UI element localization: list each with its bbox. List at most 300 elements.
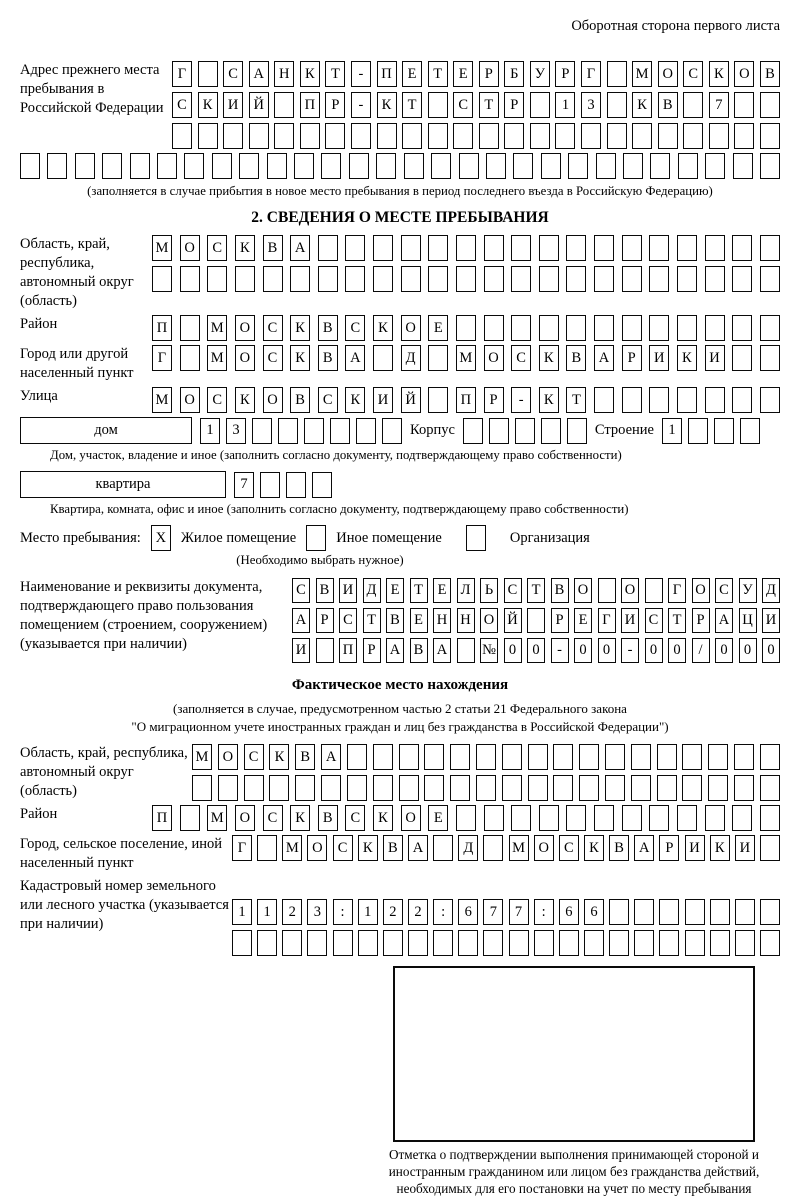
char-box[interactable] — [760, 92, 780, 118]
char-box[interactable]: С — [345, 805, 365, 831]
char-box[interactable] — [408, 930, 428, 956]
char-box[interactable] — [269, 775, 289, 801]
char-box[interactable] — [705, 805, 725, 831]
char-box[interactable] — [710, 930, 730, 956]
char-box[interactable] — [252, 418, 272, 444]
char-box[interactable]: О — [621, 578, 639, 603]
char-box[interactable]: - — [551, 638, 569, 663]
char-box[interactable]: П — [339, 638, 357, 663]
char-box[interactable] — [300, 123, 320, 149]
char-box[interactable]: П — [377, 61, 397, 87]
char-box[interactable]: Д — [762, 578, 780, 603]
char-box[interactable]: Р — [484, 387, 504, 413]
char-box[interactable]: С — [453, 92, 473, 118]
char-box[interactable]: К — [377, 92, 397, 118]
char-box[interactable] — [509, 930, 529, 956]
char-box[interactable]: О — [180, 235, 200, 261]
char-box[interactable]: С — [504, 578, 522, 603]
char-box[interactable]: С — [172, 92, 192, 118]
char-box[interactable] — [377, 123, 397, 149]
char-box[interactable] — [433, 930, 453, 956]
char-box[interactable]: М — [192, 744, 212, 770]
char-box[interactable] — [605, 775, 625, 801]
char-box[interactable]: А — [249, 61, 269, 87]
char-box[interactable] — [760, 235, 780, 261]
char-box[interactable]: Р — [659, 835, 679, 861]
char-box[interactable] — [307, 930, 327, 956]
char-box[interactable] — [383, 930, 403, 956]
char-box[interactable] — [732, 345, 752, 371]
char-box[interactable] — [760, 744, 780, 770]
char-box[interactable]: И — [705, 345, 725, 371]
char-box[interactable] — [677, 235, 697, 261]
char-box[interactable] — [207, 266, 227, 292]
char-box[interactable] — [622, 235, 642, 261]
char-box[interactable] — [541, 153, 561, 179]
char-box[interactable] — [760, 805, 780, 831]
char-box[interactable] — [541, 418, 561, 444]
char-box[interactable]: Р — [363, 638, 381, 663]
char-box[interactable] — [539, 266, 559, 292]
char-box[interactable]: Т — [479, 92, 499, 118]
char-box[interactable]: Г — [152, 345, 172, 371]
char-box[interactable]: К — [539, 387, 559, 413]
char-box[interactable]: 1 — [232, 899, 252, 925]
stay-type-checkbox-other[interactable] — [306, 525, 326, 551]
char-box[interactable]: П — [152, 805, 172, 831]
char-box[interactable]: Т — [566, 387, 586, 413]
char-box[interactable]: Г — [668, 578, 686, 603]
char-box[interactable] — [511, 235, 531, 261]
char-box[interactable]: 7 — [234, 472, 254, 498]
char-box[interactable]: Р — [555, 61, 575, 87]
char-box[interactable]: Й — [249, 92, 269, 118]
char-box[interactable] — [645, 578, 663, 603]
char-box[interactable]: К — [632, 92, 652, 118]
confirmation-stamp-box[interactable] — [393, 966, 755, 1142]
char-box[interactable]: О — [480, 608, 498, 633]
char-box[interactable] — [567, 418, 587, 444]
char-box[interactable]: К — [373, 315, 393, 341]
char-box[interactable]: 0 — [668, 638, 686, 663]
char-box[interactable]: В — [760, 61, 780, 87]
char-box[interactable] — [463, 418, 483, 444]
char-box[interactable]: К — [290, 315, 310, 341]
char-box[interactable]: А — [634, 835, 654, 861]
char-box[interactable] — [345, 235, 365, 261]
char-box[interactable]: О — [534, 835, 554, 861]
char-box[interactable] — [632, 123, 652, 149]
char-box[interactable] — [290, 266, 310, 292]
char-box[interactable] — [502, 744, 522, 770]
char-box[interactable] — [484, 315, 504, 341]
char-box[interactable] — [321, 153, 341, 179]
char-box[interactable] — [534, 930, 554, 956]
char-box[interactable]: Т — [363, 608, 381, 633]
char-box[interactable] — [453, 123, 473, 149]
char-box[interactable] — [428, 345, 448, 371]
char-box[interactable] — [760, 153, 780, 179]
char-box[interactable]: 0 — [504, 638, 522, 663]
char-box[interactable]: С — [223, 61, 243, 87]
char-box[interactable]: : — [433, 899, 453, 925]
char-box[interactable] — [734, 123, 754, 149]
char-box[interactable] — [486, 153, 506, 179]
char-box[interactable] — [476, 775, 496, 801]
char-box[interactable] — [428, 387, 448, 413]
char-box[interactable] — [594, 235, 614, 261]
char-box[interactable] — [513, 153, 533, 179]
char-box[interactable] — [634, 899, 654, 925]
char-box[interactable] — [649, 235, 669, 261]
char-box[interactable] — [325, 123, 345, 149]
char-box[interactable]: Р — [316, 608, 334, 633]
char-box[interactable]: У — [530, 61, 550, 87]
char-box[interactable] — [295, 775, 315, 801]
char-box[interactable]: Н — [457, 608, 475, 633]
char-box[interactable] — [682, 744, 702, 770]
char-box[interactable]: Т — [325, 61, 345, 87]
char-box[interactable]: И — [223, 92, 243, 118]
char-box[interactable] — [198, 61, 218, 87]
char-box[interactable] — [267, 153, 287, 179]
char-box[interactable]: С — [263, 805, 283, 831]
char-box[interactable]: В — [609, 835, 629, 861]
char-box[interactable]: Й — [401, 387, 421, 413]
char-box[interactable]: : — [534, 899, 554, 925]
char-box[interactable] — [622, 805, 642, 831]
char-box[interactable] — [47, 153, 67, 179]
char-box[interactable] — [130, 153, 150, 179]
char-box[interactable] — [263, 266, 283, 292]
char-box[interactable] — [634, 930, 654, 956]
char-box[interactable]: 0 — [645, 638, 663, 663]
char-box[interactable]: С — [207, 235, 227, 261]
char-box[interactable] — [274, 123, 294, 149]
char-box[interactable]: 0 — [715, 638, 733, 663]
char-box[interactable] — [172, 123, 192, 149]
char-box[interactable] — [511, 805, 531, 831]
char-box[interactable]: 1 — [200, 418, 220, 444]
char-box[interactable]: О — [401, 315, 421, 341]
char-box[interactable] — [594, 315, 614, 341]
char-box[interactable] — [382, 418, 402, 444]
char-box[interactable]: И — [292, 638, 310, 663]
char-box[interactable] — [760, 930, 780, 956]
char-box[interactable]: С — [292, 578, 310, 603]
char-box[interactable] — [373, 266, 393, 292]
char-box[interactable]: Е — [410, 608, 428, 633]
char-box[interactable]: 7 — [709, 92, 729, 118]
char-box[interactable] — [450, 744, 470, 770]
char-box[interactable] — [358, 930, 378, 956]
char-box[interactable]: В — [290, 387, 310, 413]
char-box[interactable] — [456, 235, 476, 261]
char-box[interactable] — [594, 387, 614, 413]
char-box[interactable] — [431, 153, 451, 179]
char-box[interactable] — [484, 266, 504, 292]
char-box[interactable]: В — [410, 638, 428, 663]
char-box[interactable]: Р — [692, 608, 710, 633]
char-box[interactable] — [659, 899, 679, 925]
char-box[interactable]: С — [318, 387, 338, 413]
char-box[interactable] — [685, 930, 705, 956]
char-box[interactable] — [705, 387, 725, 413]
char-box[interactable] — [584, 930, 604, 956]
char-box[interactable]: 2 — [408, 899, 428, 925]
char-box[interactable]: В — [263, 235, 283, 261]
char-box[interactable] — [484, 235, 504, 261]
char-box[interactable] — [511, 266, 531, 292]
char-box[interactable]: И — [649, 345, 669, 371]
char-box[interactable] — [594, 266, 614, 292]
char-box[interactable] — [483, 835, 503, 861]
char-box[interactable] — [373, 744, 393, 770]
char-box[interactable] — [294, 153, 314, 179]
char-box[interactable] — [347, 775, 367, 801]
char-box[interactable]: - — [351, 92, 371, 118]
char-box[interactable]: : — [333, 899, 353, 925]
char-box[interactable] — [760, 315, 780, 341]
char-box[interactable] — [760, 387, 780, 413]
char-box[interactable] — [566, 805, 586, 831]
char-box[interactable] — [650, 153, 670, 179]
char-box[interactable]: № — [480, 638, 498, 663]
char-box[interactable] — [605, 744, 625, 770]
char-box[interactable] — [456, 315, 476, 341]
char-box[interactable] — [740, 418, 760, 444]
char-box[interactable] — [399, 744, 419, 770]
char-box[interactable] — [527, 608, 545, 633]
char-box[interactable]: 0 — [762, 638, 780, 663]
char-box[interactable] — [456, 805, 476, 831]
char-box[interactable] — [515, 418, 535, 444]
char-box[interactable] — [257, 930, 277, 956]
char-box[interactable] — [760, 835, 780, 861]
char-box[interactable] — [609, 899, 629, 925]
char-box[interactable] — [649, 315, 669, 341]
char-box[interactable] — [483, 930, 503, 956]
char-box[interactable]: Р — [504, 92, 524, 118]
char-box[interactable]: Д — [363, 578, 381, 603]
char-box[interactable]: К — [677, 345, 697, 371]
char-box[interactable] — [658, 123, 678, 149]
char-box[interactable] — [402, 123, 422, 149]
char-box[interactable]: С — [559, 835, 579, 861]
char-box[interactable] — [180, 345, 200, 371]
char-box[interactable]: А — [433, 638, 451, 663]
char-box[interactable]: С — [715, 578, 733, 603]
char-box[interactable] — [484, 805, 504, 831]
char-box[interactable]: О — [307, 835, 327, 861]
char-box[interactable] — [349, 153, 369, 179]
char-box[interactable] — [401, 266, 421, 292]
char-box[interactable]: Б — [504, 61, 524, 87]
char-box[interactable]: И — [621, 608, 639, 633]
char-box[interactable] — [688, 418, 708, 444]
char-box[interactable]: В — [318, 345, 338, 371]
char-box[interactable] — [623, 153, 643, 179]
char-box[interactable]: К — [373, 805, 393, 831]
char-box[interactable] — [657, 775, 677, 801]
char-box[interactable]: Г — [172, 61, 192, 87]
char-box[interactable] — [428, 92, 448, 118]
char-box[interactable]: К — [235, 235, 255, 261]
char-box[interactable] — [579, 775, 599, 801]
char-box[interactable] — [631, 744, 651, 770]
char-box[interactable]: С — [263, 345, 283, 371]
char-box[interactable] — [235, 266, 255, 292]
char-box[interactable]: Ь — [480, 578, 498, 603]
char-box[interactable]: Т — [527, 578, 545, 603]
char-box[interactable] — [683, 123, 703, 149]
char-box[interactable]: В — [658, 92, 678, 118]
char-box[interactable]: В — [566, 345, 586, 371]
char-box[interactable] — [677, 315, 697, 341]
char-box[interactable]: 3 — [307, 899, 327, 925]
char-box[interactable] — [622, 266, 642, 292]
char-box[interactable] — [428, 235, 448, 261]
char-box[interactable]: К — [290, 345, 310, 371]
char-box[interactable] — [732, 805, 752, 831]
char-box[interactable]: Г — [232, 835, 252, 861]
char-box[interactable] — [456, 266, 476, 292]
char-box[interactable] — [157, 153, 177, 179]
char-box[interactable] — [180, 805, 200, 831]
char-box[interactable] — [180, 315, 200, 341]
char-box[interactable] — [598, 578, 616, 603]
char-box[interactable] — [683, 92, 703, 118]
char-box[interactable]: К — [539, 345, 559, 371]
char-box[interactable] — [708, 744, 728, 770]
char-box[interactable] — [528, 775, 548, 801]
char-box[interactable]: Р — [551, 608, 569, 633]
char-box[interactable] — [659, 930, 679, 956]
char-box[interactable]: П — [456, 387, 476, 413]
char-box[interactable] — [553, 775, 573, 801]
char-box[interactable]: С — [207, 387, 227, 413]
char-box[interactable] — [192, 775, 212, 801]
char-box[interactable]: М — [632, 61, 652, 87]
char-box[interactable]: А — [292, 608, 310, 633]
char-box[interactable] — [607, 92, 627, 118]
char-box[interactable]: Д — [458, 835, 478, 861]
char-box[interactable] — [734, 775, 754, 801]
char-box[interactable]: Ц — [739, 608, 757, 633]
char-box[interactable] — [530, 92, 550, 118]
char-box[interactable] — [607, 123, 627, 149]
char-box[interactable] — [631, 775, 651, 801]
char-box[interactable] — [530, 123, 550, 149]
char-box[interactable] — [622, 387, 642, 413]
char-box[interactable]: К — [300, 61, 320, 87]
char-box[interactable] — [401, 235, 421, 261]
char-box[interactable] — [316, 638, 334, 663]
char-box[interactable]: О — [235, 805, 255, 831]
char-box[interactable] — [733, 153, 753, 179]
char-box[interactable]: 2 — [383, 899, 403, 925]
char-box[interactable]: Е — [574, 608, 592, 633]
char-box[interactable] — [581, 123, 601, 149]
char-box[interactable] — [685, 899, 705, 925]
char-box[interactable]: С — [339, 608, 357, 633]
char-box[interactable] — [282, 930, 302, 956]
char-box[interactable] — [734, 92, 754, 118]
char-box[interactable]: В — [316, 578, 334, 603]
char-box[interactable] — [223, 123, 243, 149]
char-box[interactable] — [476, 744, 496, 770]
char-box[interactable] — [274, 92, 294, 118]
char-box[interactable] — [345, 266, 365, 292]
char-box[interactable]: И — [685, 835, 705, 861]
char-box[interactable] — [566, 235, 586, 261]
char-box[interactable]: П — [300, 92, 320, 118]
char-box[interactable]: К — [584, 835, 604, 861]
char-box[interactable] — [677, 266, 697, 292]
char-box[interactable] — [312, 472, 332, 498]
char-box[interactable]: И — [735, 835, 755, 861]
char-box[interactable] — [596, 153, 616, 179]
char-box[interactable]: / — [692, 638, 710, 663]
char-box[interactable]: Н — [433, 608, 451, 633]
char-box[interactable]: С — [645, 608, 663, 633]
apartment-type-box[interactable]: квартира — [20, 471, 226, 498]
char-box[interactable]: О — [401, 805, 421, 831]
char-box[interactable]: К — [710, 835, 730, 861]
char-box[interactable] — [649, 387, 669, 413]
char-box[interactable]: К — [235, 387, 255, 413]
stay-type-checkbox-residential[interactable]: X — [151, 525, 171, 551]
char-box[interactable]: О — [692, 578, 710, 603]
char-box[interactable]: К — [345, 387, 365, 413]
char-box[interactable]: О — [484, 345, 504, 371]
char-box[interactable]: 1 — [358, 899, 378, 925]
char-box[interactable] — [260, 472, 280, 498]
char-box[interactable]: В — [383, 835, 403, 861]
char-box[interactable]: 6 — [458, 899, 478, 925]
char-box[interactable] — [511, 315, 531, 341]
char-box[interactable] — [102, 153, 122, 179]
char-box[interactable] — [428, 266, 448, 292]
char-box[interactable] — [489, 418, 509, 444]
char-box[interactable] — [732, 315, 752, 341]
char-box[interactable] — [678, 153, 698, 179]
char-box[interactable] — [318, 266, 338, 292]
char-box[interactable] — [568, 153, 588, 179]
char-box[interactable] — [649, 266, 669, 292]
char-box[interactable]: Р — [325, 92, 345, 118]
char-box[interactable]: И — [373, 387, 393, 413]
char-box[interactable] — [278, 418, 298, 444]
char-box[interactable] — [479, 123, 499, 149]
char-box[interactable]: 0 — [527, 638, 545, 663]
char-box[interactable]: 1 — [257, 899, 277, 925]
char-box[interactable]: Т — [410, 578, 428, 603]
char-box[interactable]: С — [511, 345, 531, 371]
char-box[interactable]: А — [386, 638, 404, 663]
char-box[interactable] — [539, 315, 559, 341]
char-box[interactable] — [677, 805, 697, 831]
char-box[interactable]: 2 — [282, 899, 302, 925]
char-box[interactable] — [760, 123, 780, 149]
char-box[interactable]: К — [198, 92, 218, 118]
char-box[interactable] — [553, 744, 573, 770]
char-box[interactable] — [714, 418, 734, 444]
char-box[interactable] — [373, 345, 393, 371]
char-box[interactable] — [424, 775, 444, 801]
char-box[interactable]: С — [683, 61, 703, 87]
char-box[interactable]: С — [263, 315, 283, 341]
